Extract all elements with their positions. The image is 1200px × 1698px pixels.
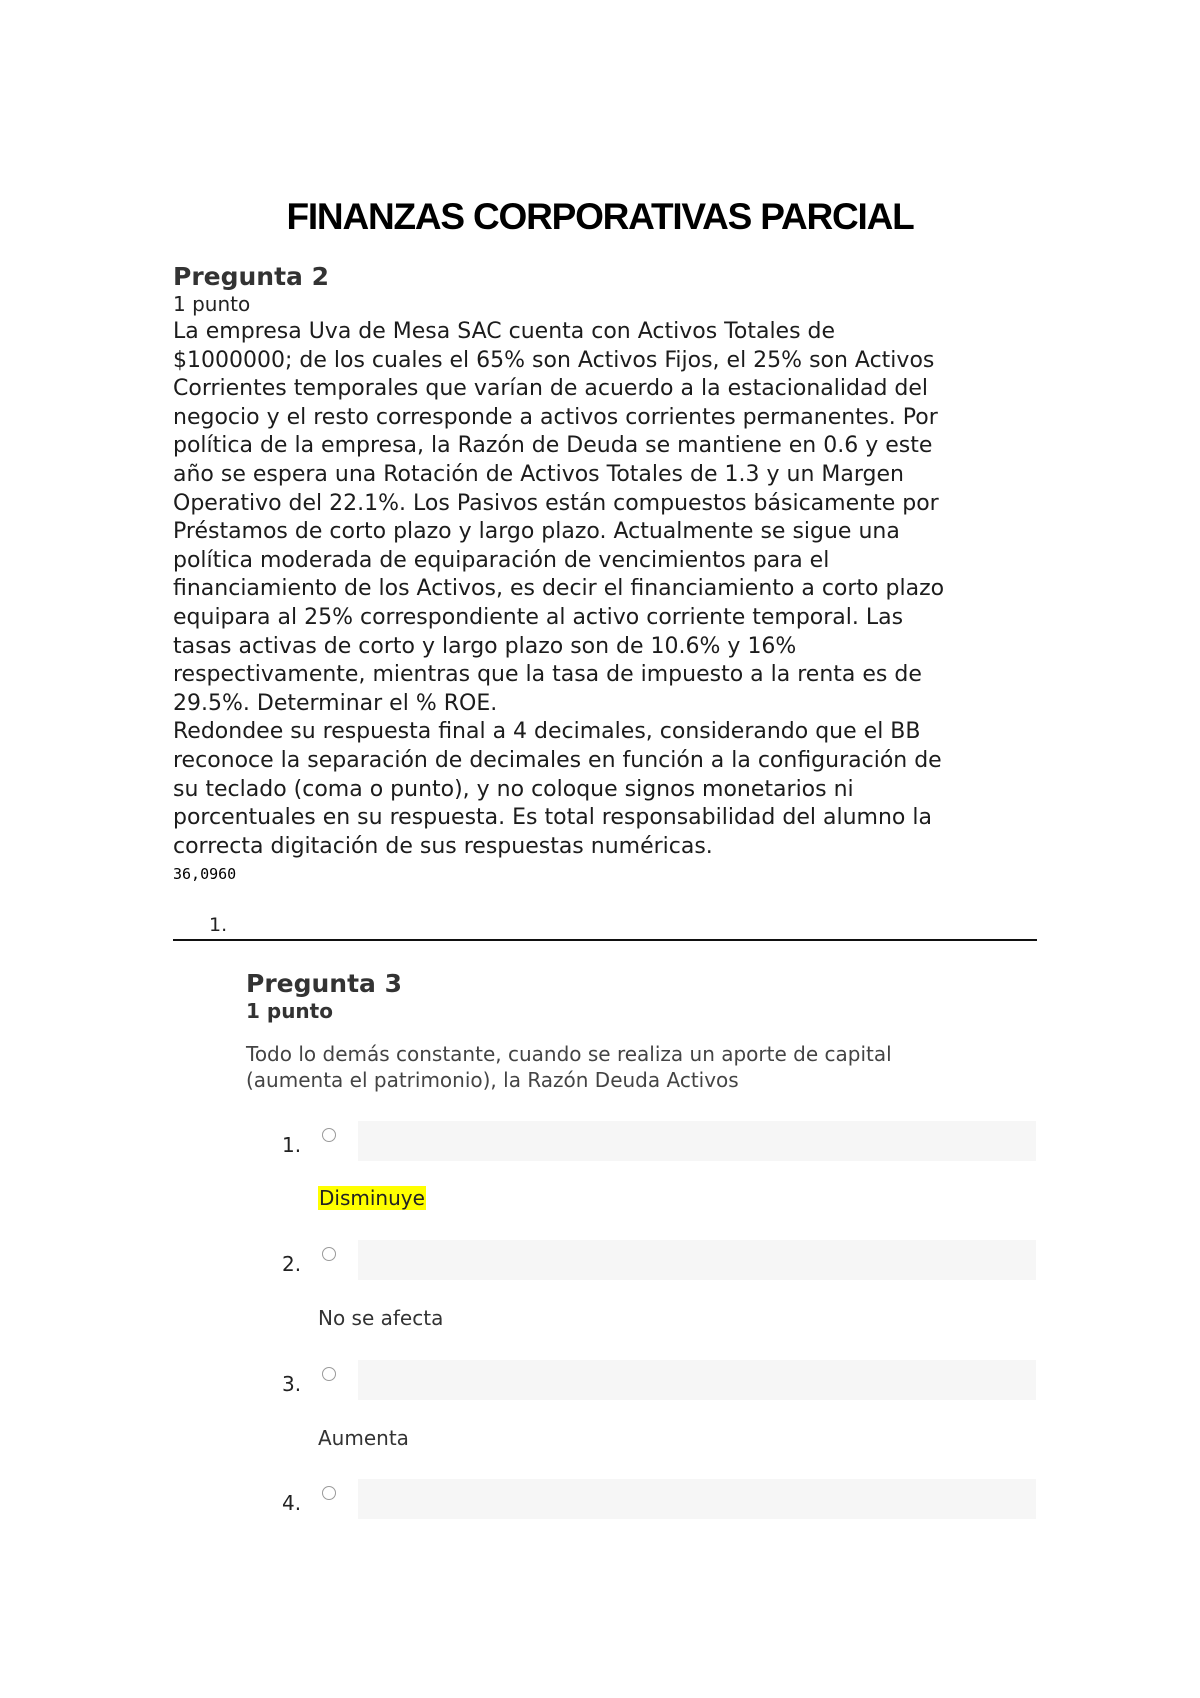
question-heading: Pregunta 3 — [246, 969, 403, 998]
list-marker: 1. — [209, 914, 228, 936]
question-text — [173, 318, 1038, 861]
question-2 — [173, 262, 1043, 883]
question-3 — [246, 969, 1036, 1093]
question-text-line: política de la empresa, la Razón de Deuda se mantiene en 0.6 y este — [173, 433, 933, 459]
option-label-no-se-afecta[interactable]: No se afecta — [318, 1306, 444, 1330]
option-bar — [318, 1240, 1036, 1280]
question-text-line: La empresa Uva de Mesa SAC cuenta con Activos Totales de — [173, 319, 836, 344]
option-bar — [318, 1479, 1036, 1519]
option-label-disminuye[interactable]: Disminuye — [319, 1186, 425, 1210]
question-text-line: porcentuales en su respuesta. Es total responsabilidad del alumno la — [173, 805, 932, 831]
option-number: 3. — [282, 1372, 302, 1396]
question-text-line: (aumenta el patrimonio), la Razón Deuda Activos — [246, 1068, 739, 1092]
option-row — [282, 1479, 1036, 1519]
question-text-line: Corrientes temporales que varían de acuerdo a la estacionalidad del — [173, 376, 929, 402]
option-radio-area — [318, 1240, 358, 1280]
question-text-line: su teclado (coma o punto), y no coloque signos monetarios ni — [173, 776, 854, 802]
question-text-line: tasas activas de corto y largo plazo son de 10.6% y 16% — [173, 633, 797, 659]
question-text-line: Todo lo demás constante, cuando se realiza un aporte de capital — [246, 1042, 892, 1066]
option-radio-area — [318, 1360, 358, 1400]
question-text-line: financiamiento de los Activos, es decir el financiamiento a corto plazo — [173, 576, 945, 602]
option-label-aumenta[interactable]: Aumenta — [318, 1426, 409, 1450]
question-points: 1 punto — [246, 999, 333, 1023]
question-text-line: correcta digitación de sus respuestas numéricas. — [173, 833, 713, 859]
radio-button-option-4[interactable] — [322, 1486, 336, 1500]
option-bar — [318, 1360, 1036, 1400]
question-text-line: Redondee su respuesta final a 4 decimales, considerando que el BB — [173, 719, 921, 745]
section-divider — [173, 939, 1037, 941]
option-row — [282, 1240, 1036, 1280]
question-text-line: política moderada de equiparación de vencimientos para el — [173, 547, 830, 573]
question-text-line: 29.5%. Determinar el % ROE. — [173, 690, 498, 716]
question-text-line: negocio y el resto corresponde a activos corrientes permanentes. Por — [173, 404, 938, 430]
option-number: 2. — [282, 1252, 302, 1276]
question-text-line: reconoce la separación de decimales en función a la configuración de — [173, 747, 942, 773]
question-text-line: respectivamente, mientras que la tasa de impuesto a la renta es de — [173, 662, 922, 688]
question-text-line: Operativo del 22.1%. Los Pasivos están compuestos básicamente por — [173, 490, 939, 516]
radio-button-option-2[interactable] — [322, 1247, 336, 1261]
question-heading: Pregunta 2 — [173, 262, 330, 291]
option-radio-area — [318, 1479, 358, 1519]
option-number: 1. — [282, 1133, 302, 1157]
radio-button-option-3[interactable] — [322, 1367, 336, 1381]
question-text — [246, 1041, 1006, 1093]
option-row — [282, 1360, 1036, 1400]
option-row — [282, 1121, 1036, 1161]
answer-value: 36,0960 — [173, 865, 237, 884]
option-bar — [318, 1121, 1036, 1161]
question-points: 1 punto — [173, 292, 251, 316]
question-text-line: $1000000; de los cuales el 65% son Activos Fijos, el 25% son Activos — [173, 347, 935, 373]
question-text-line: Préstamos de corto plazo y largo plazo. Actualmente se sigue una — [173, 519, 900, 545]
option-radio-area — [318, 1121, 358, 1161]
radio-button-option-1[interactable] — [322, 1128, 336, 1142]
document-title: FINANZAS CORPORATIVAS PARCIAL — [286, 196, 914, 237]
question-text-line: año se espera una Rotación de Activos Totales de 1.3 y un Margen — [173, 461, 904, 487]
question-text-line: equipara al 25% correspondiente al activo corriente temporal. Las — [173, 604, 904, 630]
option-number: 4. — [282, 1491, 302, 1515]
